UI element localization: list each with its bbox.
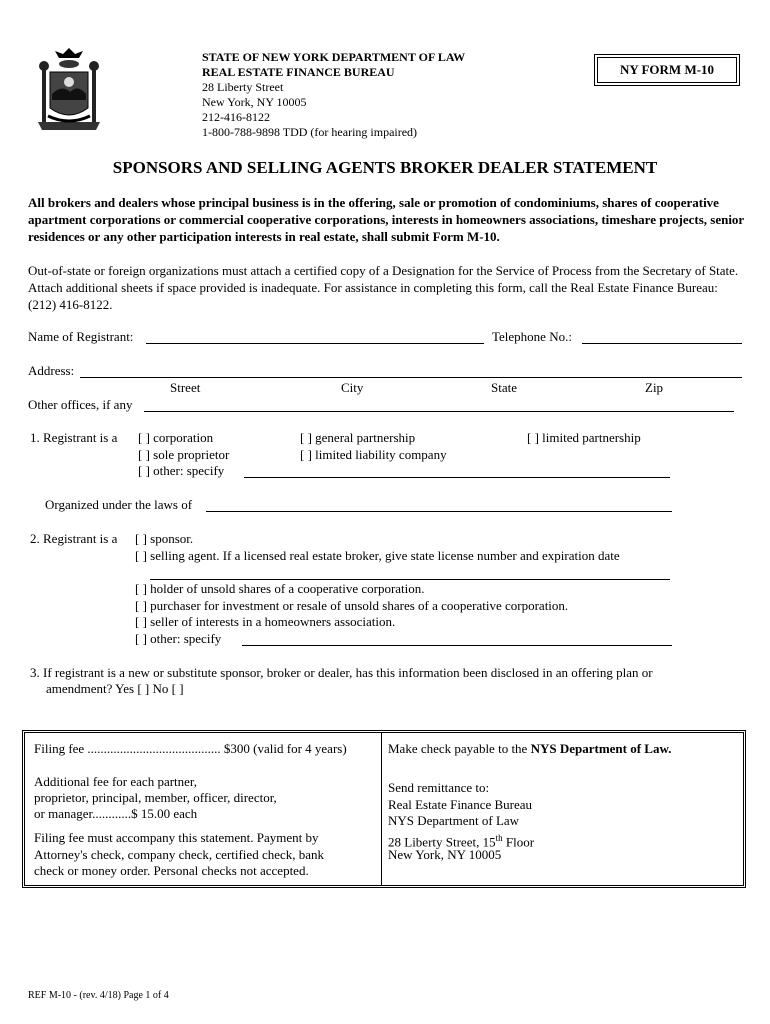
payable-prefix: Make check payable to the xyxy=(388,741,531,756)
header-tdd: 1-800-788-9898 TDD (for hearing impaired) xyxy=(202,125,418,139)
q3-question: 3. If registrant is a new or substitute sponsor, broker or dealer, has this information been disclosed in an offering plan or xyxy=(30,665,653,680)
q2-label: 2. Registrant is a xyxy=(30,531,118,546)
ny-state-seal-icon xyxy=(34,46,104,136)
intro-bold-paragraph: All brokers and dealers whose principal business is in the offering, sale or promotion of condominiums, shares of cooperative apartment corporations or commercial cooperative corporations, interests in homeowners associations, timeshare projects, senior residences or any other participation interests in real estate, shall submit Form M-10. xyxy=(28,195,744,244)
street-caption: Street xyxy=(170,380,201,395)
zip-caption: Zip xyxy=(645,380,664,395)
remit-line-1: Send remittance to: xyxy=(388,780,490,795)
header-block xyxy=(202,50,465,140)
q1-other-checkbox[interactable]: [ ] other: specify xyxy=(138,463,225,478)
telephone-label: Telephone No.: xyxy=(492,329,572,344)
page-title: SPONSORS AND SELLING AGENTS BROKER DEALER STATEMENT xyxy=(112,158,658,177)
payable-text xyxy=(388,741,671,757)
organized-field[interactable] xyxy=(206,499,672,512)
other-offices-label: Other offices, if any xyxy=(28,397,133,412)
header-street: 28 Liberty Street xyxy=(202,80,284,94)
registrant-name-field[interactable] xyxy=(146,331,484,344)
payment-line-2: Attorney's check, company check, certified check, bank xyxy=(34,847,325,862)
remit-line-3: NYS Department of Law xyxy=(388,813,520,828)
additional-fee-line-3: or manager............$ 15.00 each xyxy=(34,806,198,821)
license-number-field[interactable] xyxy=(150,567,670,580)
q2-other-field[interactable] xyxy=(242,633,672,646)
page-footer: REF M-10 - (rev. 4/18) Page 1 of 4 xyxy=(28,990,169,1001)
q3-yes-no-checkboxes[interactable]: amendment? Yes [ ] No [ ] xyxy=(46,681,184,696)
q1-corporation-checkbox[interactable]: [ ] corporation xyxy=(138,430,214,445)
remit-line-5: New York, NY 10005 xyxy=(388,847,502,862)
q2-other-checkbox[interactable]: [ ] other: specify xyxy=(135,631,222,646)
form-id: NY FORM M-10 xyxy=(619,62,715,77)
state-caption: State xyxy=(491,380,517,395)
form-id-box xyxy=(594,54,740,86)
q1-other-field[interactable] xyxy=(244,465,670,478)
payment-line-3: check or money order. Personal checks not accepted. xyxy=(34,863,309,878)
q2-holder-checkbox[interactable]: [ ] holder of unsold shares of a cooperative corporation. xyxy=(135,581,425,596)
fee-box-divider xyxy=(381,733,382,885)
payment-line-1: Filing fee must accompany this statement. Payment by xyxy=(34,830,319,845)
q1-general-partnership-checkbox[interactable]: [ ] general partnership xyxy=(300,430,416,445)
q2-purchaser-checkbox[interactable]: [ ] purchaser for investment or resale of unsold shares of a cooperative corporation. xyxy=(135,598,569,613)
organized-label: Organized under the laws of xyxy=(45,497,193,512)
additional-fee-line-2: proprietor, principal, member, officer, director, xyxy=(34,790,277,805)
remit-floor: Floor xyxy=(502,834,535,850)
telephone-field[interactable] xyxy=(582,331,742,344)
q1-limited-partnership-checkbox[interactable]: [ ] limited partnership xyxy=(527,430,641,445)
address-label: Address: xyxy=(28,363,75,378)
q1-sole-proprietor-checkbox[interactable]: [ ] sole proprietor xyxy=(138,447,230,462)
other-offices-field[interactable] xyxy=(144,399,734,412)
q2-sponsor-checkbox[interactable]: [ ] sponsor. xyxy=(135,531,194,546)
dept-name: STATE OF NEW YORK DEPARTMENT OF LAW xyxy=(202,50,466,64)
q2-seller-checkbox[interactable]: [ ] seller of interests in a homeowners association. xyxy=(135,614,396,629)
additional-fee-line-1: Additional fee for each partner, xyxy=(34,774,197,789)
q2-selling-agent-checkbox[interactable]: [ ] selling agent. If a licensed real estate broker, give state license number and expiration date xyxy=(135,548,620,563)
remit-line-2: Real Estate Finance Bureau xyxy=(388,797,533,812)
header-city: New York, NY 10005 xyxy=(202,95,307,109)
q1-llc-checkbox[interactable]: [ ] limited liability company xyxy=(300,447,447,462)
filing-fee-text: Filing fee ......................................... $300 (valid for 4 years) xyxy=(34,741,347,756)
q1-label: 1. Registrant is a xyxy=(30,430,118,445)
bureau-name: REAL ESTATE FINANCE BUREAU xyxy=(202,65,395,79)
remit-street: 28 Liberty Street, 15 xyxy=(388,834,496,850)
payable-bold: NYS Department of Law. xyxy=(530,741,672,756)
city-caption: City xyxy=(341,380,364,395)
address-field[interactable] xyxy=(80,365,742,378)
header-phone: 212-416-8122 xyxy=(202,110,270,124)
intro-paragraph: Out-of-state or foreign organizations must attach a certified copy of a Designation for the Service of Process from the Secretary of State. Attach additional sheets if space provided is inadequate. For assistance in completing this form, call the Real Estate Finance Bureau: (212) 416-8122. xyxy=(28,263,739,312)
remit-sup: th xyxy=(495,833,503,843)
registrant-label: Name of Registrant: xyxy=(28,329,134,344)
